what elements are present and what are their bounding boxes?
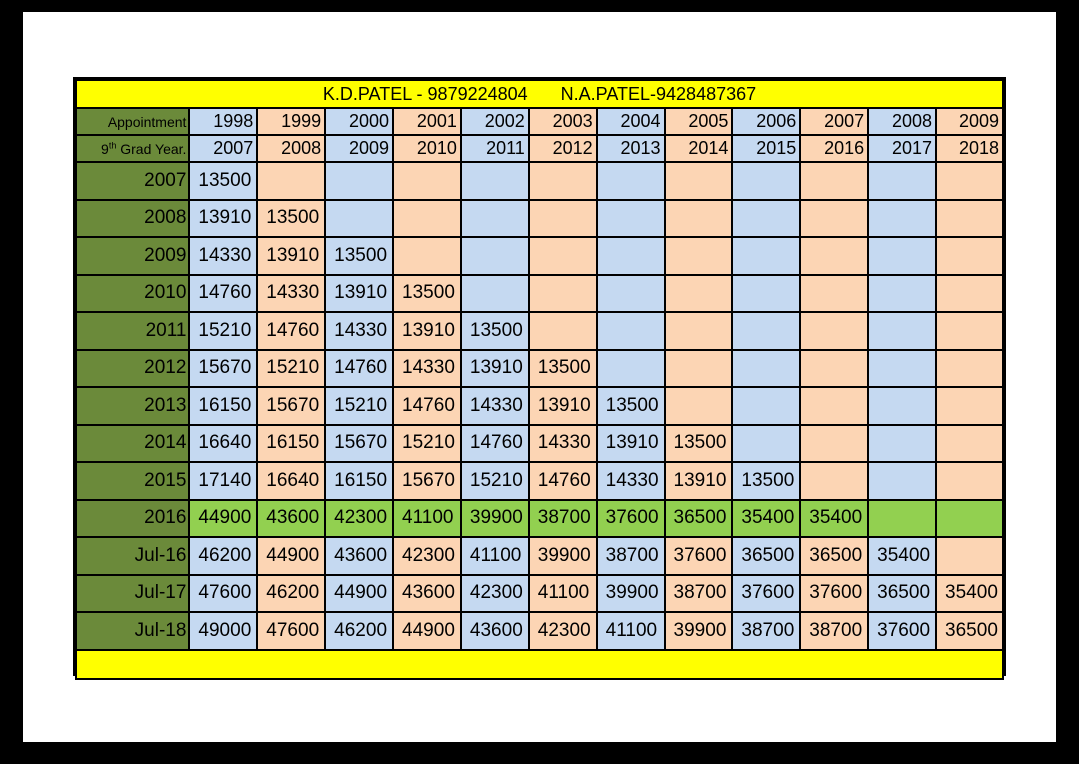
- pay-cell: 43600: [461, 612, 529, 650]
- row-year-label: 2012: [76, 350, 189, 388]
- pay-cell: [529, 312, 597, 350]
- appointment-year-cell: 2006: [732, 108, 800, 135]
- pay-cell: 35400: [936, 575, 1003, 613]
- pay-cell: 13910: [597, 425, 665, 463]
- table-row: [76, 312, 1003, 350]
- pay-cell: [732, 350, 800, 388]
- contact-na-patel: N.A.PATEL-9428487367: [560, 83, 757, 104]
- pay-cell: [665, 387, 733, 425]
- table-row: [76, 575, 1003, 613]
- pay-cell: [393, 162, 461, 200]
- appointment-label: Appointment: [76, 108, 189, 135]
- contact-kd-patel: K.D.PATEL - 9879224804: [322, 83, 528, 104]
- pay-cell: [868, 275, 936, 313]
- pay-cell: 14330: [393, 350, 461, 388]
- pay-cell: 42300: [529, 612, 597, 650]
- pay-cell: 13500: [732, 462, 800, 500]
- pay-cell: 14760: [393, 387, 461, 425]
- grad-year-cell: 2013: [597, 135, 665, 162]
- pay-cell: [665, 350, 733, 388]
- pay-cell: [732, 237, 800, 275]
- pay-cell: [732, 387, 800, 425]
- pay-cell: [529, 162, 597, 200]
- grad-year-cell: 2007: [189, 135, 257, 162]
- pay-cell: 15670: [189, 350, 257, 388]
- pay-cell: 39900: [529, 537, 597, 575]
- appointment-year-cell: 2009: [936, 108, 1003, 135]
- row-year-label: 2013: [76, 387, 189, 425]
- pay-cell: 37600: [800, 575, 868, 613]
- pay-cell: 47600: [257, 612, 325, 650]
- row-year-label: 2010: [76, 275, 189, 313]
- grad-year-label: 9th Grad Year.: [76, 135, 189, 162]
- appointment-year-cell: 2002: [461, 108, 529, 135]
- pay-cell: 41100: [597, 612, 665, 650]
- grad-year-cell: 2010: [393, 135, 461, 162]
- pay-cell: 42300: [325, 500, 393, 538]
- pay-cell: 13910: [257, 237, 325, 275]
- pay-cell: [936, 200, 1003, 238]
- grad-year-cell: 2016: [800, 135, 868, 162]
- pay-cell: 15670: [325, 425, 393, 463]
- pay-cell: [325, 162, 393, 200]
- pay-cell: 38700: [732, 612, 800, 650]
- pay-cell: 41100: [393, 500, 461, 538]
- pay-cell: 15210: [461, 462, 529, 500]
- table-row: [76, 537, 1003, 575]
- pay-cell: [393, 237, 461, 275]
- pay-cell: [868, 462, 936, 500]
- pay-cell: 13500: [325, 237, 393, 275]
- grad-year-cell: 2012: [529, 135, 597, 162]
- pay-cell: [732, 425, 800, 463]
- pay-cell: 14760: [529, 462, 597, 500]
- pay-cell: 36500: [732, 537, 800, 575]
- row-year-label: 2008: [76, 200, 189, 238]
- pay-cell: 14760: [189, 275, 257, 313]
- pay-cell: 43600: [257, 500, 325, 538]
- pay-cell: [461, 162, 529, 200]
- pay-cell: [732, 162, 800, 200]
- pay-cell: [665, 237, 733, 275]
- pay-cell: 39900: [597, 575, 665, 613]
- table-row: [76, 462, 1003, 500]
- pay-cell: 15670: [257, 387, 325, 425]
- grad-year-cell: 2008: [257, 135, 325, 162]
- pay-cell: 42300: [461, 575, 529, 613]
- pay-cell: [597, 162, 665, 200]
- pay-cell: [597, 237, 665, 275]
- table-row: [76, 350, 1003, 388]
- pay-cell: 37600: [597, 500, 665, 538]
- pay-cell: [868, 387, 936, 425]
- pay-cell: 14330: [597, 462, 665, 500]
- pay-cell: [393, 200, 461, 238]
- pay-cell: 16150: [257, 425, 325, 463]
- appointment-year-cell: 1999: [257, 108, 325, 135]
- grad-year-cell: 2009: [325, 135, 393, 162]
- pay-cell: [936, 275, 1003, 313]
- pay-cell: [732, 200, 800, 238]
- pay-cell: 13500: [597, 387, 665, 425]
- pay-cell: [936, 350, 1003, 388]
- pay-cell: 13910: [325, 275, 393, 313]
- row-year-label: 2009: [76, 237, 189, 275]
- pay-cell: 14330: [257, 275, 325, 313]
- pay-cell: 38700: [800, 612, 868, 650]
- pay-cell: 44900: [393, 612, 461, 650]
- pay-cell: 13500: [189, 162, 257, 200]
- pay-cell: [597, 275, 665, 313]
- pay-cell: [529, 275, 597, 313]
- appointment-year-cell: 2000: [325, 108, 393, 135]
- pay-cell: 14760: [257, 312, 325, 350]
- pay-cell: 13910: [529, 387, 597, 425]
- pay-cell: [868, 350, 936, 388]
- row-year-label: 2015: [76, 462, 189, 500]
- grad-year-cell: 2017: [868, 135, 936, 162]
- pay-cell: [597, 350, 665, 388]
- grad-year-cell: 2015: [732, 135, 800, 162]
- pay-cell: 15210: [257, 350, 325, 388]
- pay-cell: 13910: [461, 350, 529, 388]
- pay-cell: [597, 312, 665, 350]
- table-row: [76, 162, 1003, 200]
- footer-banner: [76, 650, 1003, 679]
- pay-cell: [936, 312, 1003, 350]
- pay-cell: 16640: [189, 425, 257, 463]
- pay-scale-sheet: [73, 77, 1006, 676]
- pay-cell: 15210: [325, 387, 393, 425]
- pay-cell: 15670: [393, 462, 461, 500]
- pay-cell: [936, 425, 1003, 463]
- table-row: [76, 237, 1003, 275]
- pay-cell: 16640: [257, 462, 325, 500]
- pay-cell: [868, 500, 936, 538]
- pay-cell: 13910: [393, 312, 461, 350]
- pay-cell: 39900: [665, 612, 733, 650]
- pay-cell: 36500: [936, 612, 1003, 650]
- pay-cell: 14760: [461, 425, 529, 463]
- pay-cell: 13500: [665, 425, 733, 463]
- appointment-year-cell: 2005: [665, 108, 733, 135]
- pay-cell: 47600: [189, 575, 257, 613]
- pay-cell: [665, 200, 733, 238]
- pay-cell: [800, 350, 868, 388]
- pay-cell: [868, 200, 936, 238]
- pay-cell: 15210: [189, 312, 257, 350]
- table-row: [76, 425, 1003, 463]
- row-year-label: 2014: [76, 425, 189, 463]
- pay-cell: 13910: [189, 200, 257, 238]
- pay-cell: 13500: [461, 312, 529, 350]
- pay-cell: 15210: [393, 425, 461, 463]
- pay-cell: 17140: [189, 462, 257, 500]
- pay-cell: 14330: [461, 387, 529, 425]
- pay-cell: 43600: [393, 575, 461, 613]
- pay-cell: 35400: [800, 500, 868, 538]
- pay-cell: 44900: [189, 500, 257, 538]
- pay-cell: [868, 425, 936, 463]
- appointment-year-cell: 2008: [868, 108, 936, 135]
- pay-cell: [800, 462, 868, 500]
- pay-cell: [325, 200, 393, 238]
- pay-cell: 14330: [325, 312, 393, 350]
- pay-cell: 13500: [529, 350, 597, 388]
- pay-cell: [868, 162, 936, 200]
- pay-cell: 14760: [325, 350, 393, 388]
- pay-cell: 46200: [257, 575, 325, 613]
- pay-cell: 49000: [189, 612, 257, 650]
- pay-cell: 44900: [325, 575, 393, 613]
- title-banner: [76, 80, 1003, 108]
- pay-cell: [936, 162, 1003, 200]
- pay-cell: [800, 275, 868, 313]
- pay-cell: [732, 312, 800, 350]
- pay-cell: 13500: [393, 275, 461, 313]
- appointment-year-cell: 1998: [189, 108, 257, 135]
- pay-cell: 36500: [665, 500, 733, 538]
- pay-cell: [868, 237, 936, 275]
- pay-cell: [800, 387, 868, 425]
- appointment-year-cell: 2001: [393, 108, 461, 135]
- pay-cell: 13500: [257, 200, 325, 238]
- row-year-label: Jul-18: [76, 612, 189, 650]
- pay-cell: [665, 312, 733, 350]
- pay-cell: [529, 200, 597, 238]
- pay-cell: 39900: [461, 500, 529, 538]
- pay-cell: 37600: [665, 537, 733, 575]
- pay-cell: [665, 162, 733, 200]
- pay-cell: [461, 200, 529, 238]
- pay-cell: 41100: [461, 537, 529, 575]
- pay-cell: 46200: [325, 612, 393, 650]
- row-year-label: 2016: [76, 500, 189, 538]
- pay-cell: 44900: [257, 537, 325, 575]
- pay-cell: [936, 500, 1003, 538]
- pay-cell: [800, 200, 868, 238]
- table-row: [76, 275, 1003, 313]
- pay-cell: [529, 237, 597, 275]
- pay-cell: 43600: [325, 537, 393, 575]
- pay-cell: [936, 387, 1003, 425]
- row-year-label: Jul-16: [76, 537, 189, 575]
- pay-cell: 42300: [393, 537, 461, 575]
- appointment-year-cell: 2003: [529, 108, 597, 135]
- pay-cell: 36500: [868, 575, 936, 613]
- row-year-label: 2011: [76, 312, 189, 350]
- pay-cell: [868, 312, 936, 350]
- pay-cell: [936, 537, 1003, 575]
- pay-cell: 14330: [529, 425, 597, 463]
- pay-cell: [732, 275, 800, 313]
- pay-cell: 35400: [732, 500, 800, 538]
- pay-cell: 38700: [597, 537, 665, 575]
- pay-table: [75, 79, 1004, 680]
- pay-cell: [800, 312, 868, 350]
- pay-cell: [665, 275, 733, 313]
- pay-cell: [800, 237, 868, 275]
- pay-cell: [800, 162, 868, 200]
- pay-cell: 41100: [529, 575, 597, 613]
- grad-year-cell: 2011: [461, 135, 529, 162]
- row-year-label: 2007: [76, 162, 189, 200]
- pay-cell: [461, 275, 529, 313]
- pay-cell: 46200: [189, 537, 257, 575]
- pay-cell: [257, 162, 325, 200]
- table-row: [76, 387, 1003, 425]
- pay-cell: [800, 425, 868, 463]
- table-row: [76, 500, 1003, 538]
- pay-cell: 38700: [665, 575, 733, 613]
- appointment-year-cell: 2007: [800, 108, 868, 135]
- grad-year-cell: 2014: [665, 135, 733, 162]
- pay-cell: [936, 237, 1003, 275]
- pay-cell: 14330: [189, 237, 257, 275]
- pay-cell: 13910: [665, 462, 733, 500]
- grad-year-cell: 2018: [936, 135, 1003, 162]
- pay-cell: 37600: [868, 612, 936, 650]
- pay-cell: 37600: [732, 575, 800, 613]
- table-row: [76, 200, 1003, 238]
- pay-cell: [597, 200, 665, 238]
- pay-cell: [461, 237, 529, 275]
- pay-cell: 38700: [529, 500, 597, 538]
- pay-cell: 16150: [325, 462, 393, 500]
- row-year-label: Jul-17: [76, 575, 189, 613]
- pay-cell: 35400: [868, 537, 936, 575]
- pay-cell: 36500: [800, 537, 868, 575]
- table-row: [76, 612, 1003, 650]
- pay-cell: 16150: [189, 387, 257, 425]
- appointment-year-cell: 2004: [597, 108, 665, 135]
- pay-cell: [936, 462, 1003, 500]
